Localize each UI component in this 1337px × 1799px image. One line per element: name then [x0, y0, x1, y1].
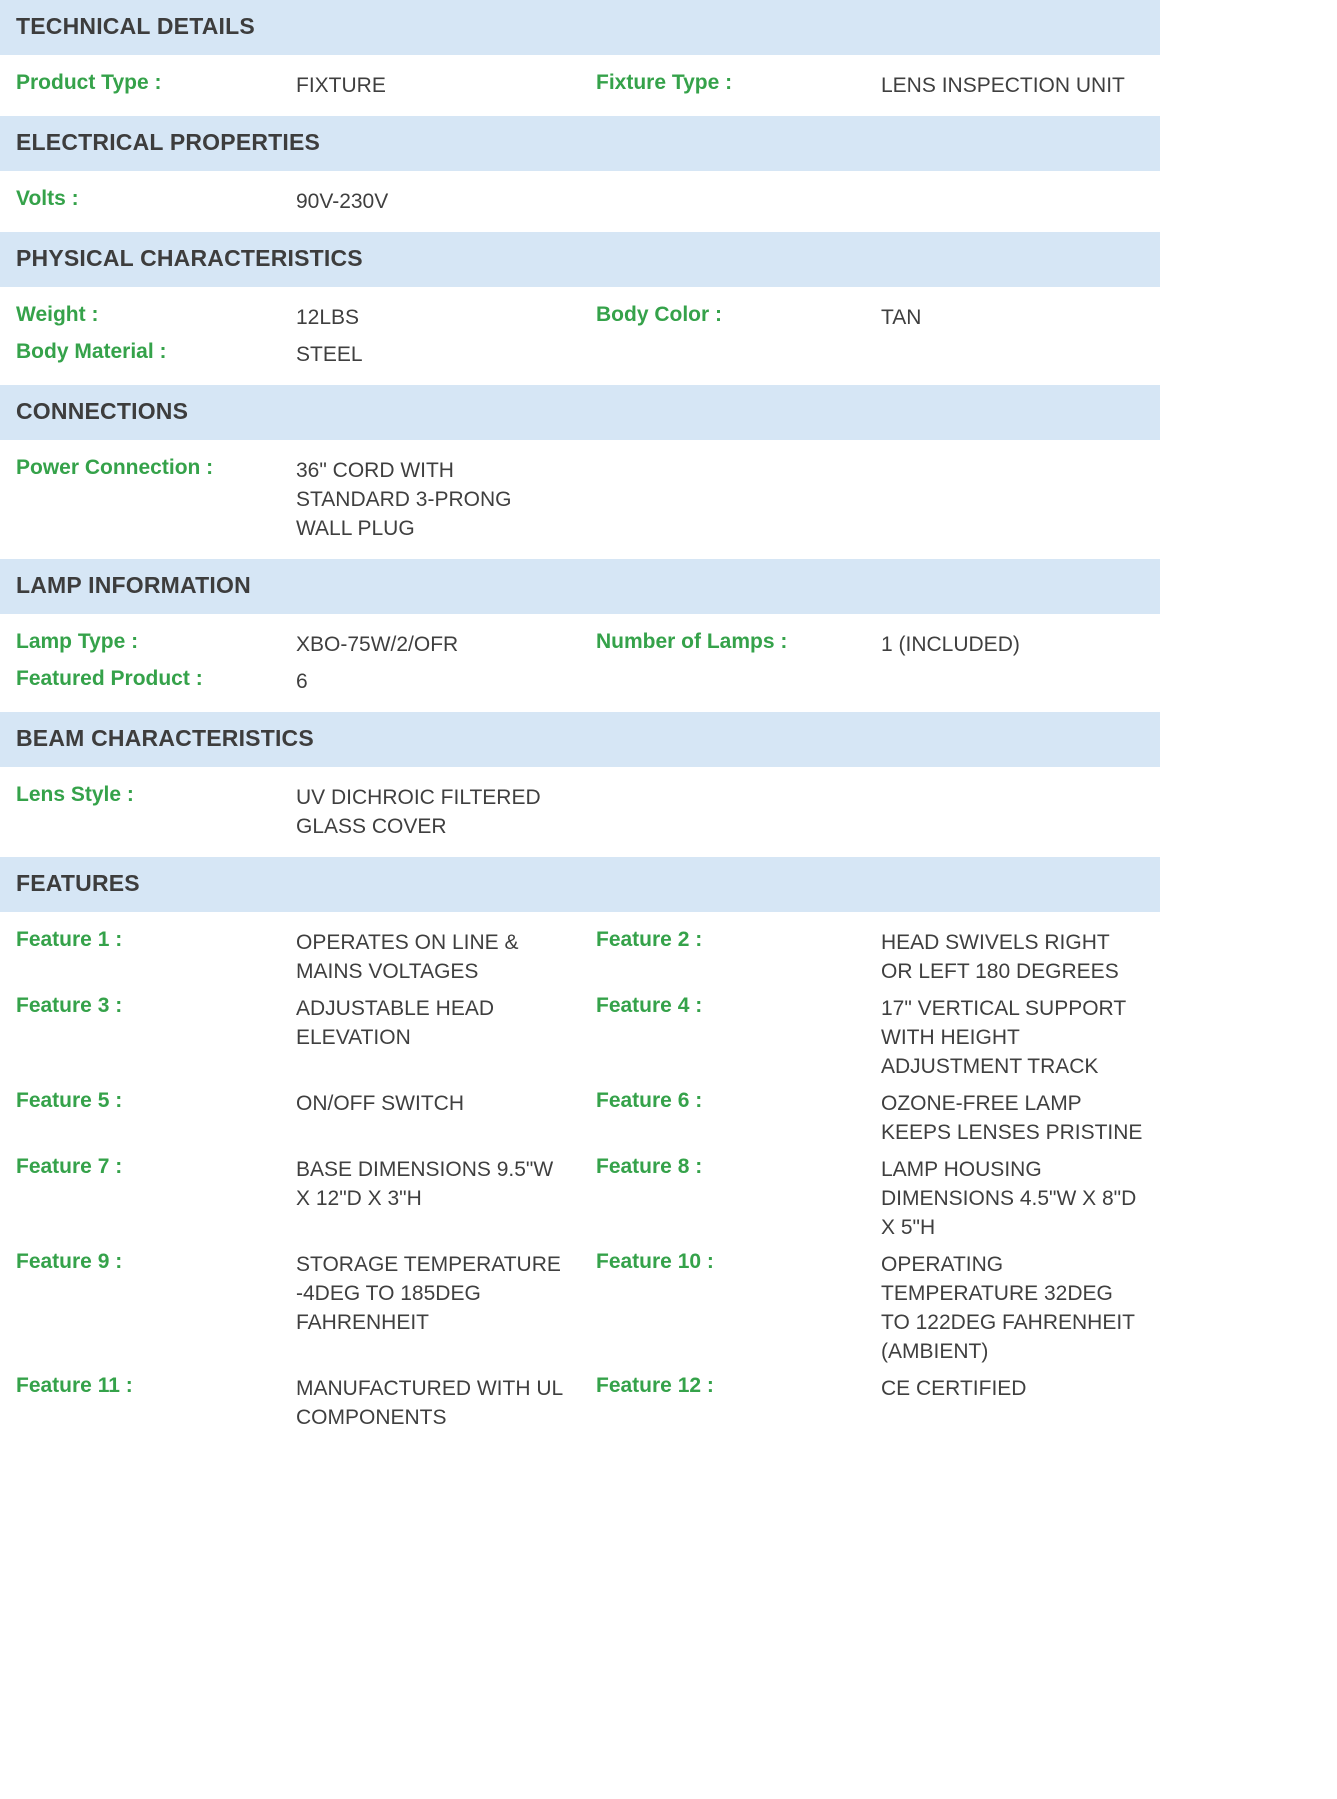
section-header-electrical-properties	[0, 116, 1160, 171]
spec-value: 6	[280, 663, 580, 712]
spec-value	[865, 440, 1160, 559]
spec-label: Feature 5 :	[0, 1085, 280, 1151]
section-title: TECHNICAL DETAILS	[0, 0, 1160, 55]
spec-value: STEEL	[280, 336, 580, 385]
spec-value: 17" VERTICAL SUPPORT WITH HEIGHT ADJUSTMENT TRACK	[865, 990, 1160, 1085]
table-row	[0, 440, 1160, 559]
spec-value: LENS INSPECTION UNIT	[865, 55, 1160, 116]
table-row	[0, 1085, 1160, 1151]
spec-label: Power Connection :	[0, 440, 280, 559]
spec-value: 12LBS	[280, 287, 580, 336]
section-header-physical-characteristics	[0, 232, 1160, 287]
spec-label	[580, 663, 865, 712]
spec-value	[865, 336, 1160, 385]
spec-label: Body Color :	[580, 287, 865, 336]
spec-label: Body Material :	[0, 336, 280, 385]
table-row	[0, 767, 1160, 857]
spec-label: Feature 7 :	[0, 1151, 280, 1246]
spec-label	[580, 336, 865, 385]
section-header-features	[0, 857, 1160, 912]
section-title: LAMP INFORMATION	[0, 559, 1160, 614]
table-row	[0, 55, 1160, 116]
spec-label: Volts :	[0, 171, 280, 232]
spec-label: Feature 2 :	[580, 912, 865, 990]
table-row	[0, 1151, 1160, 1246]
table-row	[0, 171, 1160, 232]
spec-label: Feature 8 :	[580, 1151, 865, 1246]
spec-label: Weight :	[0, 287, 280, 336]
spec-value: 1 (INCLUDED)	[865, 614, 1160, 663]
spec-label: Featured Product :	[0, 663, 280, 712]
spec-label: Lens Style :	[0, 767, 280, 857]
spec-value: OPERATES ON LINE & MAINS VOLTAGES	[280, 912, 580, 990]
section-title: ELECTRICAL PROPERTIES	[0, 116, 1160, 171]
spec-value: MANUFACTURED WITH UL COMPONENTS	[280, 1370, 580, 1448]
spec-value: LAMP HOUSING DIMENSIONS 4.5"W X 8"D X 5"H	[865, 1151, 1160, 1246]
section-title: BEAM CHARACTERISTICS	[0, 712, 1160, 767]
spec-label: Number of Lamps :	[580, 614, 865, 663]
spec-label: Lamp Type :	[0, 614, 280, 663]
spec-value: 90V-230V	[280, 171, 580, 232]
table-row	[0, 287, 1160, 336]
spec-label	[580, 171, 865, 232]
spec-value: HEAD SWIVELS RIGHT OR LEFT 180 DEGREES	[865, 912, 1160, 990]
section-title: PHYSICAL CHARACTERISTICS	[0, 232, 1160, 287]
spec-label: Feature 12 :	[580, 1370, 865, 1448]
section-title: FEATURES	[0, 857, 1160, 912]
spec-value: STORAGE TEMPERATURE -4DEG TO 185DEG FAHRENHEIT	[280, 1246, 580, 1370]
table-row	[0, 336, 1160, 385]
spec-value: ADJUSTABLE HEAD ELEVATION	[280, 990, 580, 1085]
spec-value: FIXTURE	[280, 55, 580, 116]
spec-label: Product Type :	[0, 55, 280, 116]
section-header-beam-characteristics	[0, 712, 1160, 767]
section-title: CONNECTIONS	[0, 385, 1160, 440]
spec-label	[580, 767, 865, 857]
spec-label	[580, 440, 865, 559]
spec-value	[865, 663, 1160, 712]
spec-value: UV DICHROIC FILTERED GLASS COVER	[280, 767, 580, 857]
section-header-connections	[0, 385, 1160, 440]
spec-value: OZONE-FREE LAMP KEEPS LENSES PRISTINE	[865, 1085, 1160, 1151]
spec-label: Feature 6 :	[580, 1085, 865, 1151]
table-row	[0, 614, 1160, 663]
table-row	[0, 1246, 1160, 1370]
table-row	[0, 990, 1160, 1085]
spec-label: Feature 10 :	[580, 1246, 865, 1370]
spec-label: Feature 9 :	[0, 1246, 280, 1370]
spec-label: Feature 11 :	[0, 1370, 280, 1448]
table-row	[0, 1370, 1160, 1448]
spec-value: OPERATING TEMPERATURE 32DEG TO 122DEG FAHRENHEIT (AMBIENT)	[865, 1246, 1160, 1370]
spec-value	[865, 767, 1160, 857]
table-row	[0, 663, 1160, 712]
spec-label: Feature 1 :	[0, 912, 280, 990]
spec-value: BASE DIMENSIONS 9.5"W X 12"D X 3"H	[280, 1151, 580, 1246]
spec-value: TAN	[865, 287, 1160, 336]
spec-value: ON/OFF SWITCH	[280, 1085, 580, 1151]
spec-value: XBO-75W/2/OFR	[280, 614, 580, 663]
spec-value: CE CERTIFIED	[865, 1370, 1160, 1448]
spec-value	[865, 171, 1160, 232]
spec-label: Fixture Type :	[580, 55, 865, 116]
spec-value: 36" CORD WITH STANDARD 3-PRONG WALL PLUG	[280, 440, 580, 559]
spec-label: Feature 3 :	[0, 990, 280, 1085]
spec-label: Feature 4 :	[580, 990, 865, 1085]
section-header-lamp-information	[0, 559, 1160, 614]
table-row	[0, 912, 1160, 990]
section-header-technical-details	[0, 0, 1160, 55]
